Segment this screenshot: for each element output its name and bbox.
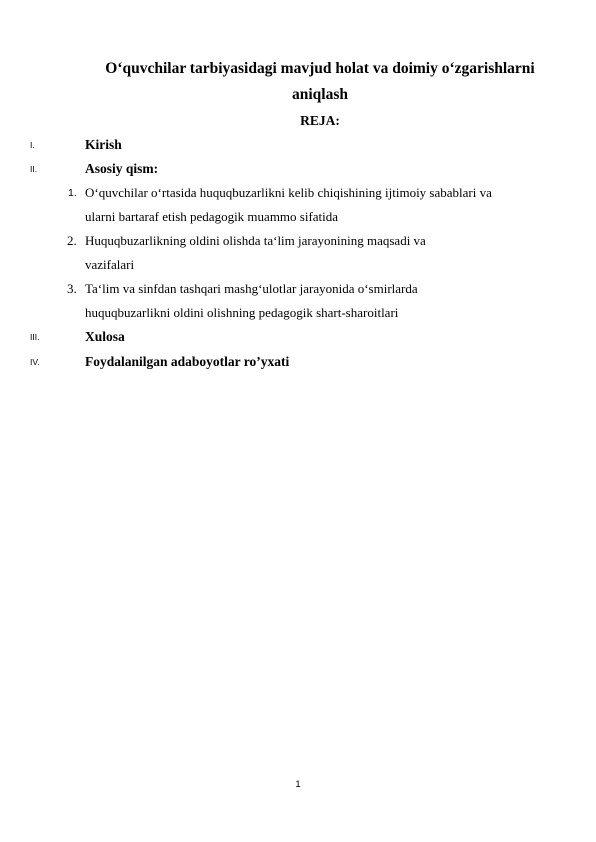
subitem-number-2: 2. [67,233,77,248]
subitem-1-line-2: ularni bartaraf etish pedagogik muammo sifatida [85,209,339,224]
section-number-2: II. [30,164,38,174]
section-title-references: Foydalanilgan adaboyotlar ro’yxati [85,354,290,369]
subitem-1-line-1: O‘quvchilar o‘rtasida huquqbuzarlikni kelib chiqishining ijtimoiy sabablari va [85,185,492,200]
page-number: 1 [295,779,301,790]
plan-heading: REJA: [300,113,340,128]
section-title-introduction: Kirish [85,137,122,152]
subitem-number-1: 1. [68,187,77,199]
subitem-3-line-1: Ta‘lim va sinfdan tashqari mashg‘ulotlar jarayonida o‘smirlarda [85,281,418,296]
document-title-line-2: aniqlash [291,86,348,103]
section-title-conclusion: Xulosa [85,329,125,344]
document-title-line-1: O‘quvchilar tarbiyasidagi mavjud holat va doimiy o‘zgarishlarni [105,60,535,77]
subitem-2-line-1: Huquqbuzarlikning oldini olishda ta‘lim jarayonining maqsadi va [85,233,426,248]
subitem-number-3: 3. [67,281,77,296]
section-number-4: IV. [30,357,40,367]
subitem-3-line-2: huquqbuzarlikni oldini olishning pedagogik shart-sharoitlari [85,305,399,320]
section-number-3: III. [30,332,40,342]
subitem-2-line-2: vazifalari [85,257,135,272]
section-title-main-part: Asosiy qism: [85,161,159,176]
section-number-1: I. [30,140,35,150]
